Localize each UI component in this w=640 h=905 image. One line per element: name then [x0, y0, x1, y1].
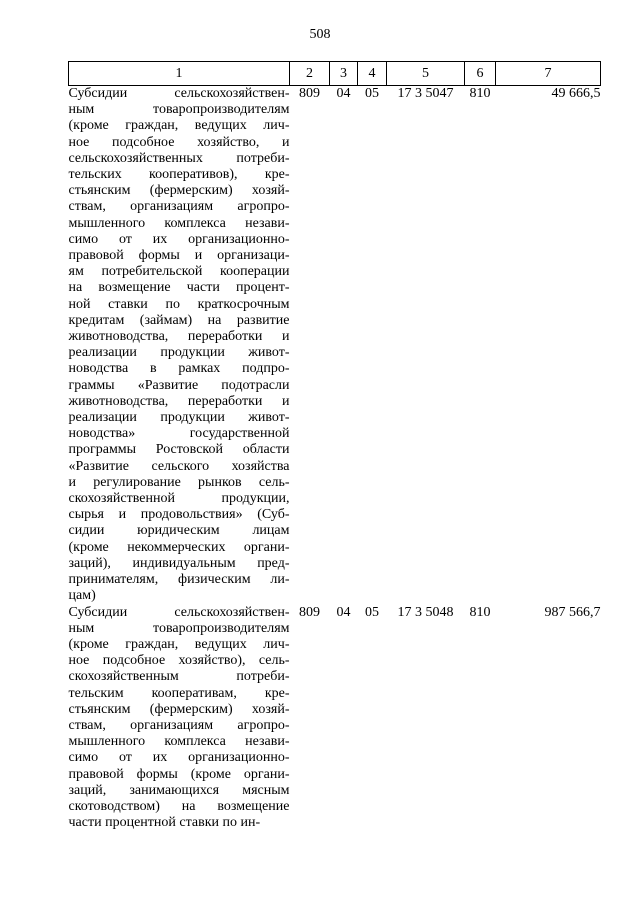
description-line: части процентной ставки по ин-	[68, 815, 261, 831]
description-line: скохозяйственной продукции,	[68, 491, 290, 507]
description-line: сидии юридическим лицам	[68, 523, 290, 539]
row-target-article: 17 3 5047	[397, 86, 454, 101]
row-amount: 49 666,5	[551, 86, 601, 101]
description-line: скотоводством) на возмещение	[68, 798, 290, 814]
row-expense-type: 810	[469, 604, 491, 620]
description-line: принимателям, физическим ли-	[68, 572, 290, 588]
row-ministry-code: 809	[299, 604, 320, 620]
description-line: животноводства, переработки и	[68, 329, 290, 345]
description-line: ное подсобное хозяйство), сель-	[68, 653, 290, 669]
description-line: сельскохозяйственных потреби-	[68, 150, 290, 166]
description-line: скохозяйственным потреби-	[68, 669, 290, 685]
row-description	[69, 605, 290, 832]
header-col-6: 6	[465, 62, 496, 86]
description-line: тельским кооперативам, кре-	[68, 685, 290, 701]
row-description	[69, 86, 290, 605]
description-line: заций), индивидуальным пред-	[68, 555, 290, 571]
description-line: мышленного комплекса незави-	[68, 734, 290, 750]
table-row	[69, 605, 601, 832]
description-line: ствам, организациям агропро-	[68, 199, 290, 215]
description-line: новодства в рамках подпро-	[68, 361, 290, 377]
row-subsection-code: 05	[365, 604, 379, 620]
row-target-article: 17 3 5048	[397, 604, 454, 620]
description-line: сырья и продовольствия» (Суб-	[68, 507, 290, 523]
description-line: заций, занимающихся мясным	[68, 782, 290, 798]
description-line: кредитам (займам) на развитие	[68, 312, 290, 328]
description-line: симо от их организационно-	[68, 231, 290, 247]
budget-table	[68, 61, 601, 831]
description-line: ным товаропроизводителям	[68, 620, 290, 636]
description-line: симо от их организационно-	[68, 750, 290, 766]
description-line: правовой формы и организаци-	[68, 248, 290, 264]
table-body	[69, 86, 601, 832]
row-section-code: 04	[336, 604, 351, 620]
description-line: ствам, организациям агропро-	[68, 717, 290, 733]
description-line: «Развитие сельского хозяйства	[68, 458, 290, 474]
row-amount: 987 566,7	[544, 604, 601, 620]
description-line: правовой формы (кроме органи-	[68, 766, 290, 782]
header-col-1: 1	[69, 62, 290, 86]
table-row	[69, 86, 601, 605]
description-line: (кроме граждан, ведущих лич-	[68, 118, 290, 134]
description-line: стьянским (фермерским) хозяй-	[68, 701, 290, 717]
description-line: (кроме некоммерческих органи-	[68, 539, 290, 555]
description-line: программы Ростовской области	[68, 442, 290, 458]
description-line: ной ставки по краткосрочным	[68, 296, 290, 312]
row-ministry-code: 809	[299, 86, 320, 101]
row-subsection-code: 05	[365, 86, 379, 101]
description-line: Субсидии сельскохозяйствен-	[68, 604, 290, 620]
description-line: цам)	[68, 588, 96, 604]
header-col-2: 2	[290, 62, 330, 86]
header-col-4: 4	[358, 62, 387, 86]
description-line: Субсидии сельскохозяйствен-	[68, 86, 290, 101]
description-line: стьянским (фермерским) хозяй-	[68, 183, 290, 199]
description-line: реализации продукции живот-	[68, 345, 290, 361]
header-col-3: 3	[330, 62, 358, 86]
table-header	[69, 62, 601, 86]
description-line: и регулирование рынков сель-	[68, 474, 290, 490]
description-line: ное подсобное хозяйство, и	[68, 134, 290, 150]
description-line: тельских кооперативов), кре-	[68, 167, 290, 183]
description-line: реализации продукции живот-	[68, 410, 290, 426]
description-line: ям потребительской кооперации	[68, 264, 290, 280]
description-line: граммы «Развитие подотрасли	[68, 377, 290, 393]
row-section-code: 04	[336, 86, 351, 101]
header-col-7: 7	[496, 62, 601, 86]
description-line: животноводства, переработки и	[68, 393, 290, 409]
description-line: новодства» государственной	[68, 426, 290, 442]
description-line: ным товаропроизводителям	[68, 102, 290, 118]
row-expense-type: 810	[469, 86, 491, 101]
page-number: 508	[309, 27, 331, 42]
description-line: (кроме граждан, ведущих лич-	[68, 636, 290, 652]
description-line: на возмещение части процент-	[68, 280, 290, 296]
header-col-5: 5	[387, 62, 465, 86]
description-line: мышленного комплекса незави-	[68, 215, 290, 231]
